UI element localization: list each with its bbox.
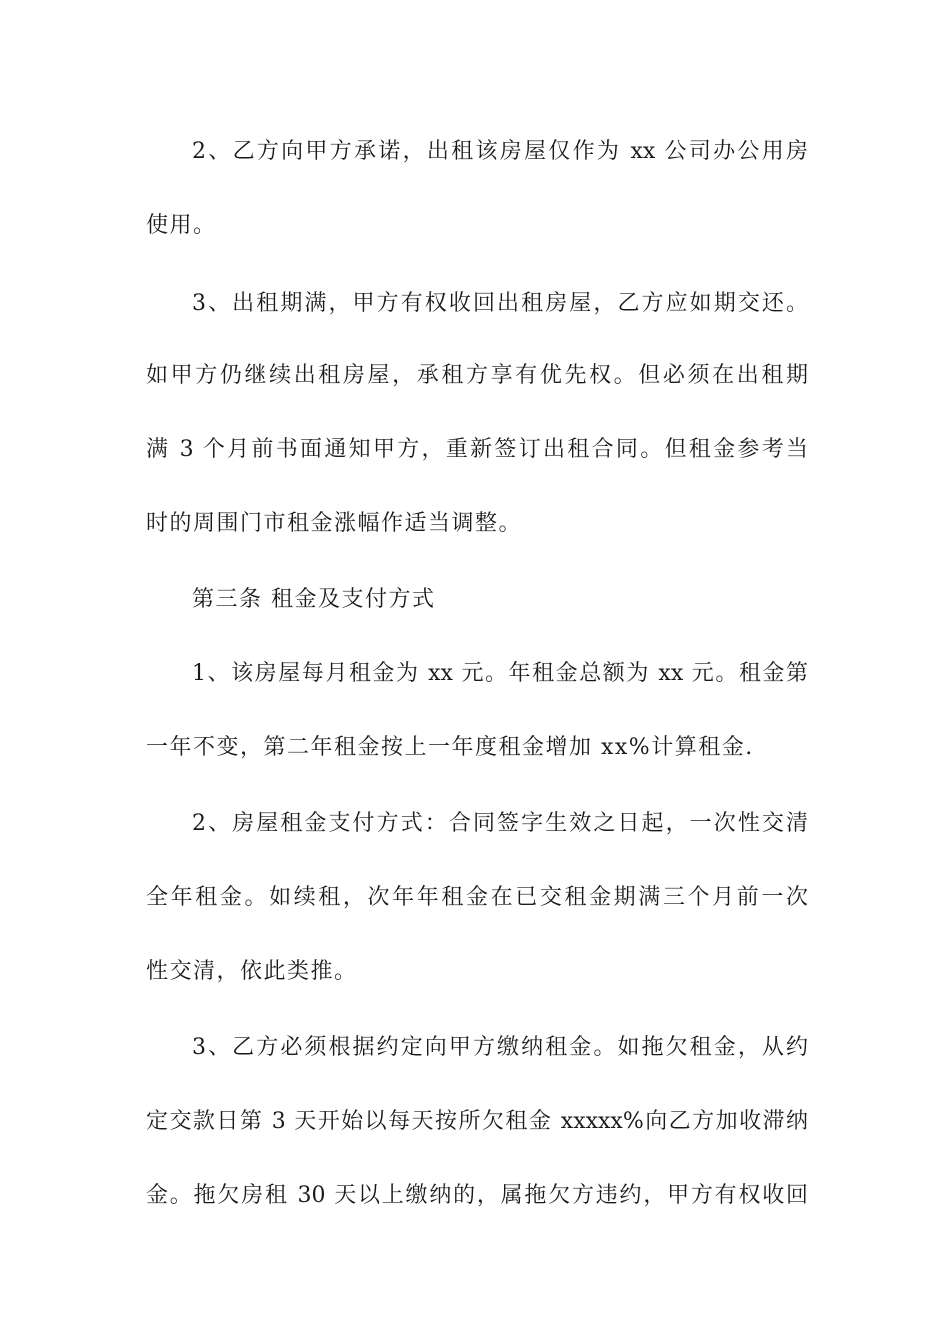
text-line: 2、乙方向甲方承诺，出租该房屋仅作为 xx 公司办公用房 bbox=[192, 139, 808, 164]
text-line: 2、房屋租金支付方式：合同签字生效之日起，一次性交清 bbox=[192, 811, 808, 836]
text-line: 使用。 bbox=[146, 213, 217, 238]
text-line: 一年不变，第二年租金按上一年度租金增加 xx%计算租金. bbox=[146, 735, 754, 760]
text-line: 3、出租期满，甲方有权收回出租房屋，乙方应如期交还。 bbox=[192, 291, 808, 316]
text-line: 金。拖欠房租 30 天以上缴纳的，属拖欠方违约，甲方有权收回 bbox=[146, 1183, 808, 1208]
text-line: 定交款日第 3 天开始以每天按所欠租金 xxxxx%向乙方加收滞纳 bbox=[146, 1109, 808, 1134]
text-line: 3、乙方必须根据约定向甲方缴纳租金。如拖欠租金，从约 bbox=[192, 1035, 808, 1060]
text-line: 如甲方仍继续出租房屋，承租方享有优先权。但必须在出租期 bbox=[146, 363, 808, 388]
text-line: 全年租金。如续租，次年年租金在已交租金期满三个月前一次 bbox=[146, 885, 808, 910]
text-line: 性交清，依此类推。 bbox=[146, 959, 358, 984]
section-heading: 第三条 租金及支付方式 bbox=[192, 587, 436, 612]
text-line: 满 3 个月前书面通知甲方，重新签订出租合同。但租金参考当 bbox=[146, 437, 808, 462]
text-line: 1、该房屋每月租金为 xx 元。年租金总额为 xx 元。租金第 bbox=[192, 661, 808, 686]
text-line: 时的周围门市租金涨幅作适当调整。 bbox=[146, 511, 523, 536]
